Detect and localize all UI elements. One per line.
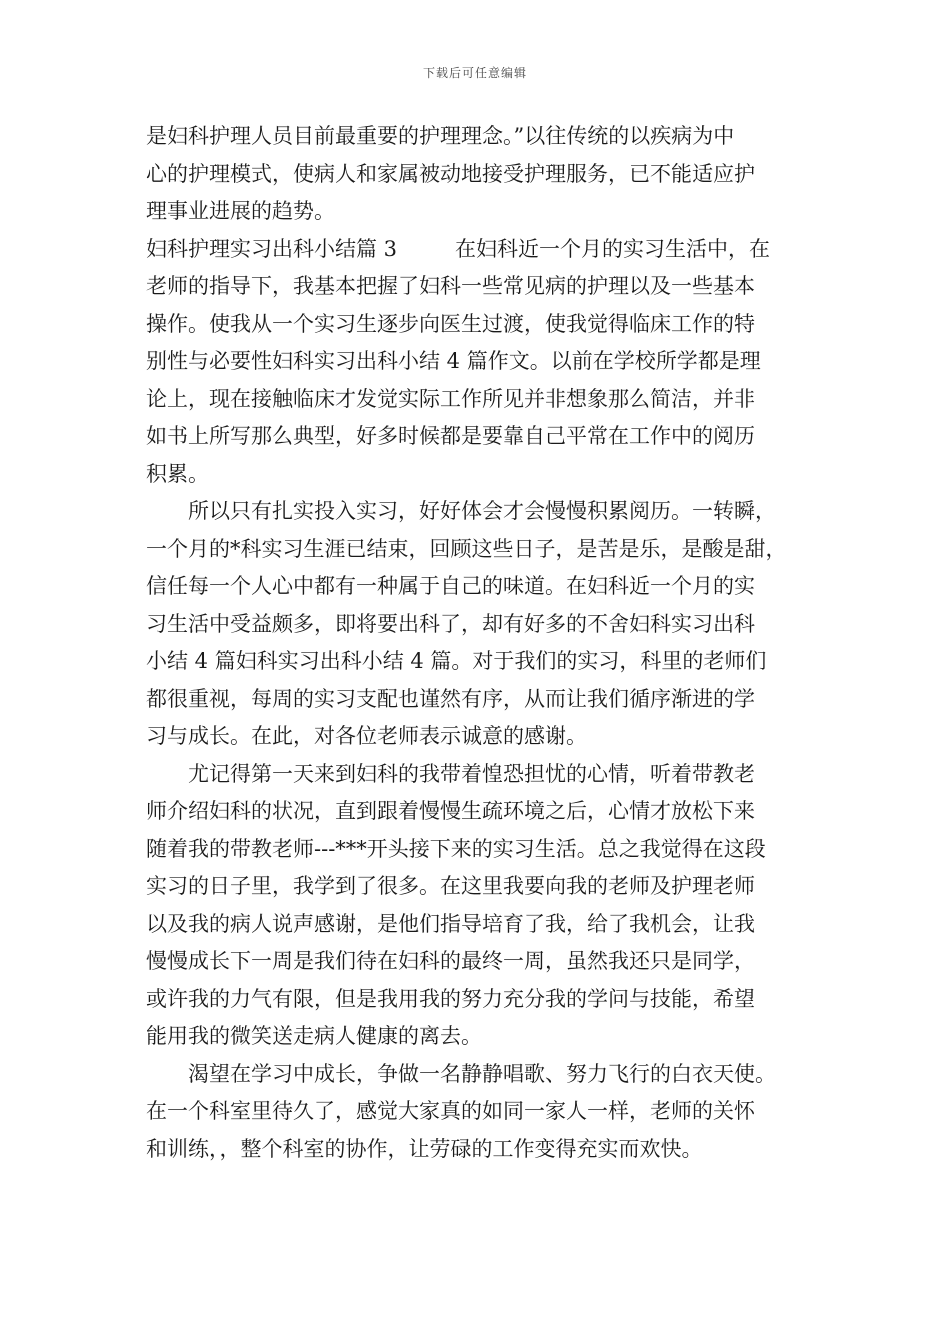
- text-line: 习与成长。在此，对各位老师表示诚意的感谢。: [146, 724, 587, 748]
- text-line: 积累。: [146, 461, 209, 486]
- text-line: 是妇科护理人员目前最重要的护理理念。”以往传统的以疾病为中: [146, 124, 735, 148]
- text-line: 老师的指导下，我基本把握了妇科一些常见病的护理以及一些基本: [146, 274, 755, 298]
- text-line: 习生活中受益颇多，即将要出科了，却有好多的不舍妇科实习出科: [146, 611, 755, 636]
- text-line: 一个月的*科实习生涯已结束，回顾这些日子，是苦是乐，是酸是甜，: [146, 536, 787, 561]
- text-line: 理事业进展的趋势。: [146, 199, 335, 223]
- text-line: 和训练，，整个科室的协作，让劳碌的工作变得充实而欢快。: [146, 1136, 703, 1161]
- text-line: 心的护理模式，使病人和家属被动地接受护理服务，已不能适应护: [146, 161, 755, 186]
- text-line: 能用我的微笑送走病人健康的离去。: [146, 1024, 482, 1048]
- text-line: 尤记得第一天来到妇科的我带着惶恐担忧的心情，听着带教老: [188, 761, 755, 786]
- text-line: 或许我的力气有限，但是我用我的努力充分我的学问与技能，希望: [146, 986, 755, 1011]
- text-line: 如书上所写那么典型，好多时候都是要靠自己平常在工作中的阅历: [146, 424, 755, 448]
- section-heading: 妇科护理实习出科小结篇 3: [146, 236, 398, 261]
- text-line: 慢慢成长下一周是我们待在妇科的最终一周，虽然我还只是同学，: [146, 949, 755, 973]
- text-line: 在一个科室里待久了，感觉大家真的如同一家人一样，老师的关怀: [146, 1099, 755, 1123]
- text-line: 以及我的病人说声感谢，是他们指导培育了我，给了我机会，让我: [146, 911, 755, 936]
- text-line: 别性与必要性妇科实习出科小结 4 篇作文。以前在学校所学都是理: [146, 349, 761, 373]
- text-line: 小结 4 篇妇科实习出科小结 4 篇。对于我们的实习，科里的老师们: [146, 649, 767, 673]
- text-line: 在妇科近一个月的实习生活中，在: [455, 236, 771, 261]
- text-line: 信任每一个人心中都有一种属于自己的味道。在妇科近一个月的实: [146, 574, 755, 598]
- text-line: 都很重视，每周的实习支配也谨然有序，从而让我们循序渐进的学: [146, 686, 755, 711]
- text-line: 师介绍妇科的状况，直到跟着慢慢生疏环境之后，心情才放松下来: [146, 799, 755, 823]
- text-line: 实习的日子里，我学到了很多。在这里我要向我的老师及护理老师: [146, 874, 755, 898]
- text-line: 论上，现在接触临床才发觉实际工作所见并非想象那么简洁，并非: [146, 386, 755, 411]
- text-line: 随着我的带教老师---***开头接下来的实习生活。总之我觉得在这段: [146, 836, 766, 861]
- text-line: 操作。使我从一个实习生逐步向医生过渡，使我觉得临床工作的特: [146, 311, 755, 336]
- text-line: 渴望在学习中成长，争做一名静静唱歌、努力飞行的白衣天使。: [188, 1061, 776, 1086]
- text-line: 所以只有扎实投入实习，好好体会才会慢慢积累阅历。一转瞬，: [188, 499, 776, 523]
- document-body: [146, 118, 836, 1168]
- section-heading-line: [146, 231, 836, 269]
- header-note: 下载后可任意编辑: [422, 66, 527, 80]
